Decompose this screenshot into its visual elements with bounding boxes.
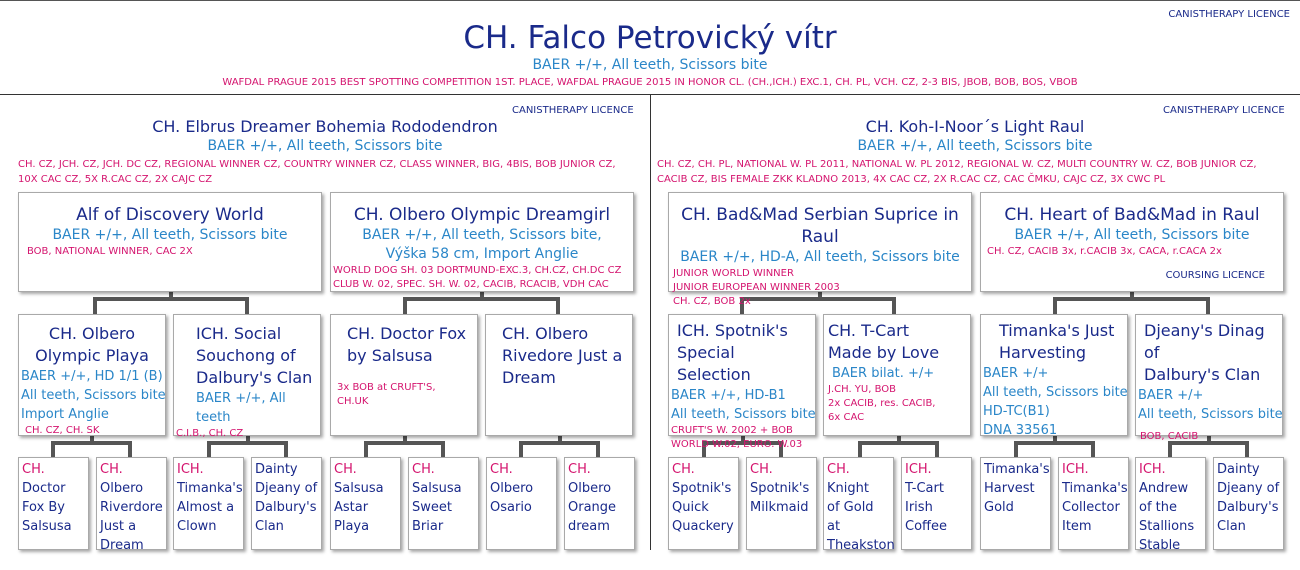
grandparent-card	[18, 192, 322, 292]
dog-name: Dalbury's Clan	[1144, 365, 1261, 384]
dog-awards: CH.UK	[337, 396, 369, 407]
dog-name-part: Quackery	[672, 519, 734, 534]
dog-health: BAER +/+	[1138, 388, 1204, 403]
dog-health: BAER +/+	[983, 366, 1049, 381]
dog-name-part: Gold	[984, 500, 1014, 515]
connector	[1091, 441, 1095, 457]
great-grandparent-card	[980, 314, 1128, 436]
sire-name: CH. Elbrus Dreamer Bohemia Rododendron	[152, 117, 498, 136]
dam-licence: CANISTHERAPY LICENCE	[1163, 105, 1285, 116]
dog-awards: WORLD DOG SH. 03 DORTMUND-EXC.3, CH.CZ, CH.DC CZ	[333, 265, 622, 276]
connector	[1014, 441, 1018, 457]
dog-name-part: Sweet	[412, 500, 452, 515]
title-prefix: CH.	[412, 462, 435, 477]
connector	[441, 441, 445, 457]
connector	[1053, 297, 1057, 315]
header-licence: CANISTHERAPY LICENCE	[1168, 9, 1290, 20]
dog-awards: BOB, NATIONAL WINNER, CAC 2X	[27, 246, 193, 257]
dog-name-part: Clan	[1217, 519, 1246, 534]
dog-awards: C.I.B., CH. CZ	[176, 428, 244, 439]
dog-name-part: Orange	[568, 500, 617, 515]
title-line	[412, 460, 475, 479]
great-grandparent-card	[330, 314, 478, 436]
connector	[935, 441, 939, 457]
dog-name: CH. Olbero	[48, 324, 136, 343]
connector	[556, 297, 560, 315]
dog-name: Timanka's Just	[999, 321, 1115, 340]
ancestor-card	[251, 457, 322, 550]
dog-name-part: Clan	[255, 519, 284, 534]
dog-name-part: Theakston	[827, 538, 895, 553]
main-dog-name: CH. Falco Petrovický vítr	[463, 20, 837, 56]
connector	[207, 441, 211, 457]
title-line	[177, 460, 240, 479]
dog-health: All teeth, Scissors bite	[1138, 407, 1283, 422]
dog-name: Olympic Playa	[35, 346, 149, 365]
title-line	[490, 460, 553, 479]
center-divider	[650, 95, 651, 550]
dog-awards: BOB, CACIB	[1140, 431, 1199, 442]
title-prefix: ICH.	[1062, 462, 1089, 477]
title-line	[827, 460, 890, 498]
title-prefix: ICH.	[177, 462, 204, 477]
dog-name-part: of the	[1139, 500, 1177, 515]
dog-name-part: Salsusa	[22, 519, 72, 534]
connector	[245, 297, 249, 315]
title-line	[905, 460, 968, 479]
dog-name-part: Stable	[1139, 538, 1181, 553]
connector	[284, 441, 288, 457]
great-grandparent-card	[485, 314, 633, 436]
dog-name-part: Spotnik's	[672, 481, 732, 496]
title-prefix: CH.	[22, 462, 45, 477]
title-line	[1062, 460, 1125, 479]
dog-awards: CRUFT'S W. 2002 + BOB	[671, 425, 793, 436]
dog-health: All teeth, Scissors bite	[671, 407, 816, 422]
title-line	[672, 460, 735, 479]
great-grandparent-card	[1135, 314, 1283, 442]
dog-name-part: Djeany of	[255, 481, 318, 496]
dog-name-part: Irish	[905, 500, 933, 515]
dam-awards-2: CACIB CZ, BIS FEMALE ZKK KLADNO 2013, 4X CAC CZ, 2X R.CAC CZ, CAC ČMKU, CAJC CZ, 3X CWC PL	[657, 174, 1166, 185]
dog-name-part: Olbero	[100, 481, 144, 496]
dog-name-part: Olbero	[490, 481, 534, 496]
dog-name-part: Olbero	[568, 481, 612, 496]
dog-name-part: Knight	[827, 481, 869, 496]
dog-name: CH. Heart of Bad&Mad in Raul	[1004, 205, 1260, 225]
dog-awards: CH. CZ, CH. SK	[25, 425, 100, 436]
connector	[207, 441, 288, 445]
connector	[1014, 441, 1095, 445]
title-line	[1139, 460, 1202, 479]
connector	[403, 297, 560, 301]
title-line	[750, 460, 813, 479]
connector	[519, 441, 600, 445]
dog-health: BAER +/+, All teeth, Scissors bite	[1014, 227, 1250, 243]
ancestor-card	[173, 457, 244, 550]
dog-name-part: Riverdore	[100, 500, 163, 515]
main-dog-awards: WAFDAL PRAGUE 2015 BEST SPOTTING COMPETITION 1ST. PLACE, WAFDAL PRAGUE 2015 IN HONOR CL. (CH.,ICH.) EXC.1, CH. PL, VCH. CZ, 2-3 BIS, JBOB, BOB, BOS, VBOB	[222, 77, 1078, 88]
dog-name-part: Timanka's	[1062, 481, 1128, 496]
dog-name-part: Salsusa	[334, 481, 384, 496]
dog-name-part: of Gold at	[827, 500, 874, 534]
ancestor-card	[408, 457, 479, 550]
dog-name-part: Stallions	[1139, 519, 1195, 534]
dog-name-part: Dream	[100, 538, 144, 553]
title-line	[568, 460, 631, 479]
dog-name-part: Timanka's	[984, 462, 1050, 477]
ancestor-card	[901, 457, 972, 550]
sire-licence: CANISTHERAPY LICENCE	[512, 105, 634, 116]
dog-awards: 2x CACIB, res. CACIB,	[828, 398, 936, 409]
title-prefix: ICH.	[1139, 462, 1166, 477]
dog-name: by Salsusa	[347, 346, 433, 365]
dog-health: DNA 33561	[983, 423, 1058, 438]
dog-name: Rivedore Just a	[502, 346, 623, 365]
dog-name: Alf of Discovery World	[76, 205, 264, 225]
ancestor-card	[823, 457, 895, 553]
dog-name: CH. Olbero	[502, 324, 589, 343]
ancestor-card	[564, 457, 635, 550]
ancestor-card	[330, 457, 401, 550]
dog-name-part: Collector	[1062, 500, 1120, 515]
title-prefix: CH.	[672, 462, 695, 477]
dog-name-part: Dalbury's	[255, 500, 317, 515]
dog-name: Harvesting	[999, 343, 1087, 362]
title-prefix: CH.	[334, 462, 357, 477]
dog-name-part: Playa	[334, 519, 370, 534]
dog-name: ICH. Spotnik's	[677, 321, 788, 340]
dog-health: All teeth, Scissors bite	[983, 385, 1128, 400]
title-prefix: CH.	[827, 462, 850, 477]
dog-name: Special Selection	[677, 343, 751, 384]
main-dog-health: BAER +/+, All teeth, Scissors bite	[532, 57, 768, 73]
dog-name-part: Briar	[412, 519, 444, 534]
connector	[51, 441, 55, 457]
title-prefix: CH.	[568, 462, 591, 477]
dog-health: All teeth, Scissors bite	[21, 388, 166, 403]
dog-health: BAER +/+, All teeth, Scissors bite,	[362, 227, 602, 243]
ancestor-card	[1135, 457, 1206, 553]
dog-name-part: Milkmaid	[750, 500, 809, 515]
dog-health: Import Anglie	[21, 407, 109, 422]
coursing-licence: COURSING LICENCE	[1165, 270, 1265, 281]
grandparent-card	[330, 192, 634, 292]
dog-name-part: Timanka's	[177, 481, 243, 496]
dog-name-part: Quick	[672, 500, 709, 515]
dog-name-part: Fox By	[22, 500, 66, 515]
dog-name-part: Andrew	[1139, 481, 1189, 496]
dog-name: Dalbury's Clan	[196, 368, 313, 387]
dog-name-part: Doctor	[22, 481, 66, 496]
dog-awards: 6x CAC	[828, 412, 865, 423]
great-grandparent-card	[18, 314, 166, 436]
top-border	[0, 0, 1300, 1]
connector	[93, 297, 97, 315]
sire-awards-1: CH. CZ, JCH. CZ, JCH. DC CZ, REGIONAL WINNER CZ, COUNTRY WINNER CZ, CLASS WINNER, BIG, 4BIS, BOB JUNIOR CZ,	[18, 159, 616, 170]
ancestor-card	[746, 457, 817, 550]
dog-name-part: T-Cart	[905, 481, 944, 496]
dog-name-part: Item	[1062, 519, 1092, 534]
dog-name-part: Djeany of	[1217, 481, 1280, 496]
dog-health: HD-TC(B1)	[983, 404, 1050, 419]
title-line	[334, 460, 397, 479]
grandparent-card	[668, 192, 972, 307]
dog-awards: JUNIOR WORLD WINNER	[673, 268, 794, 279]
dam-health: BAER +/+, All teeth, Scissors bite	[857, 138, 1093, 154]
dog-health: BAER +/+, All teeth, Scissors bite	[52, 227, 288, 243]
sire-health: BAER +/+, All teeth, Scissors bite	[207, 138, 443, 154]
dog-name: CH. Bad&Mad Serbian Suprice in Raul	[681, 205, 959, 247]
dog-name-part: Dainty	[1217, 462, 1260, 477]
ancestor-card	[980, 457, 1051, 550]
connector	[519, 441, 523, 457]
dog-name-part: Dainty	[255, 462, 298, 477]
dog-awards: CH. CZ, BOB 2x	[673, 296, 751, 307]
dog-health: BAER +/+, HD 1/1 (B)	[21, 369, 163, 384]
dog-name: CH. T-Cart	[828, 321, 909, 340]
great-grandparent-card	[173, 314, 321, 439]
dog-name: CH. Olbero Olympic Dreamgirl	[353, 205, 611, 225]
dog-awards: WORLD W.02, EURO. W.03	[671, 439, 803, 450]
dam-awards-1: CH. CZ, CH. PL, NATIONAL W. PL 2011, NATIONAL W. PL 2012, REGIONAL W. CZ, MULTI COUNTRY W. CZ, BOB JUNIOR CZ,	[657, 159, 1257, 170]
connector	[364, 441, 445, 445]
title-prefix: CH.	[750, 462, 773, 477]
sire-awards-2: 10X CAC CZ, 5X R.CAC CZ, 2X CAJC CZ	[18, 174, 213, 185]
dog-name-part: Spotnik's	[750, 481, 810, 496]
dog-health: Výška 58 cm, Import Anglie	[385, 246, 579, 262]
grandparent-card	[980, 192, 1284, 292]
connector	[858, 441, 862, 457]
dog-name-part: Astar	[334, 500, 369, 515]
dog-name: Souchong of	[196, 346, 296, 365]
dog-name-part: Dalbury's	[1217, 500, 1279, 515]
connector	[51, 441, 132, 445]
connector	[93, 297, 249, 301]
dog-name-part: Osario	[490, 500, 532, 515]
dam-name: CH. Koh-I-Noor´s Light Raul	[865, 117, 1085, 136]
title-prefix: CH.	[100, 462, 123, 477]
dog-awards: J.CH. YU, BOB	[828, 384, 897, 395]
connector	[128, 441, 132, 457]
dog-awards: JUNIOR EUROPEAN WINNER 2003	[673, 282, 840, 293]
great-grandparent-card	[668, 314, 816, 450]
dog-name: CH. Doctor Fox	[347, 324, 467, 343]
dog-name: Made by Love	[828, 343, 940, 362]
ancestor-card	[668, 457, 739, 550]
great-grandparent-card	[823, 314, 971, 436]
ancestor-card	[1213, 457, 1284, 550]
dog-awards: CLUB W. 02, SPEC. SH. W. 02, CACIB, RCACIB, VDH CAC	[333, 279, 609, 290]
connector	[403, 297, 407, 315]
dog-name-part: Almost a	[177, 500, 235, 515]
dog-health: BAER +/+, HD-A, All teeth, Scissors bite	[680, 249, 960, 265]
ancestor-card	[1058, 457, 1129, 550]
dog-name-part: Coffee	[905, 519, 947, 534]
connector	[858, 441, 939, 445]
dog-name: ICH. Social	[196, 324, 282, 343]
dog-name-part: Salsusa	[412, 481, 462, 496]
dog-health: BAER bilat. +/+	[832, 366, 935, 381]
dog-awards: 3x BOB at CRUFT'S,	[337, 382, 436, 393]
dog-health: BAER +/+, All teeth	[196, 391, 286, 425]
connector	[596, 441, 600, 457]
dog-name-part: Clown	[177, 519, 217, 534]
ancestor-card	[18, 457, 89, 550]
dog-name: Djeany's Dinag of	[1144, 321, 1265, 362]
ancestor-card	[486, 457, 557, 550]
title-line	[100, 460, 163, 479]
connector	[1053, 297, 1210, 301]
title-line	[22, 460, 85, 479]
dog-name: Dream	[502, 368, 556, 387]
title-prefix: CH.	[490, 462, 513, 477]
dog-awards: CH. CZ, CACIB 3x, r.CACIB 3x, CACA, r.CACA 2x	[987, 246, 1222, 257]
dog-name-part: Just a	[100, 519, 137, 534]
ancestor-card	[96, 457, 167, 553]
dog-name-part: dream	[568, 519, 610, 534]
title-prefix: ICH.	[905, 462, 932, 477]
connector	[364, 441, 368, 457]
dog-name-part: Harvest	[984, 481, 1035, 496]
dog-health: BAER +/+, HD-B1	[671, 388, 786, 403]
connector	[1206, 297, 1210, 315]
